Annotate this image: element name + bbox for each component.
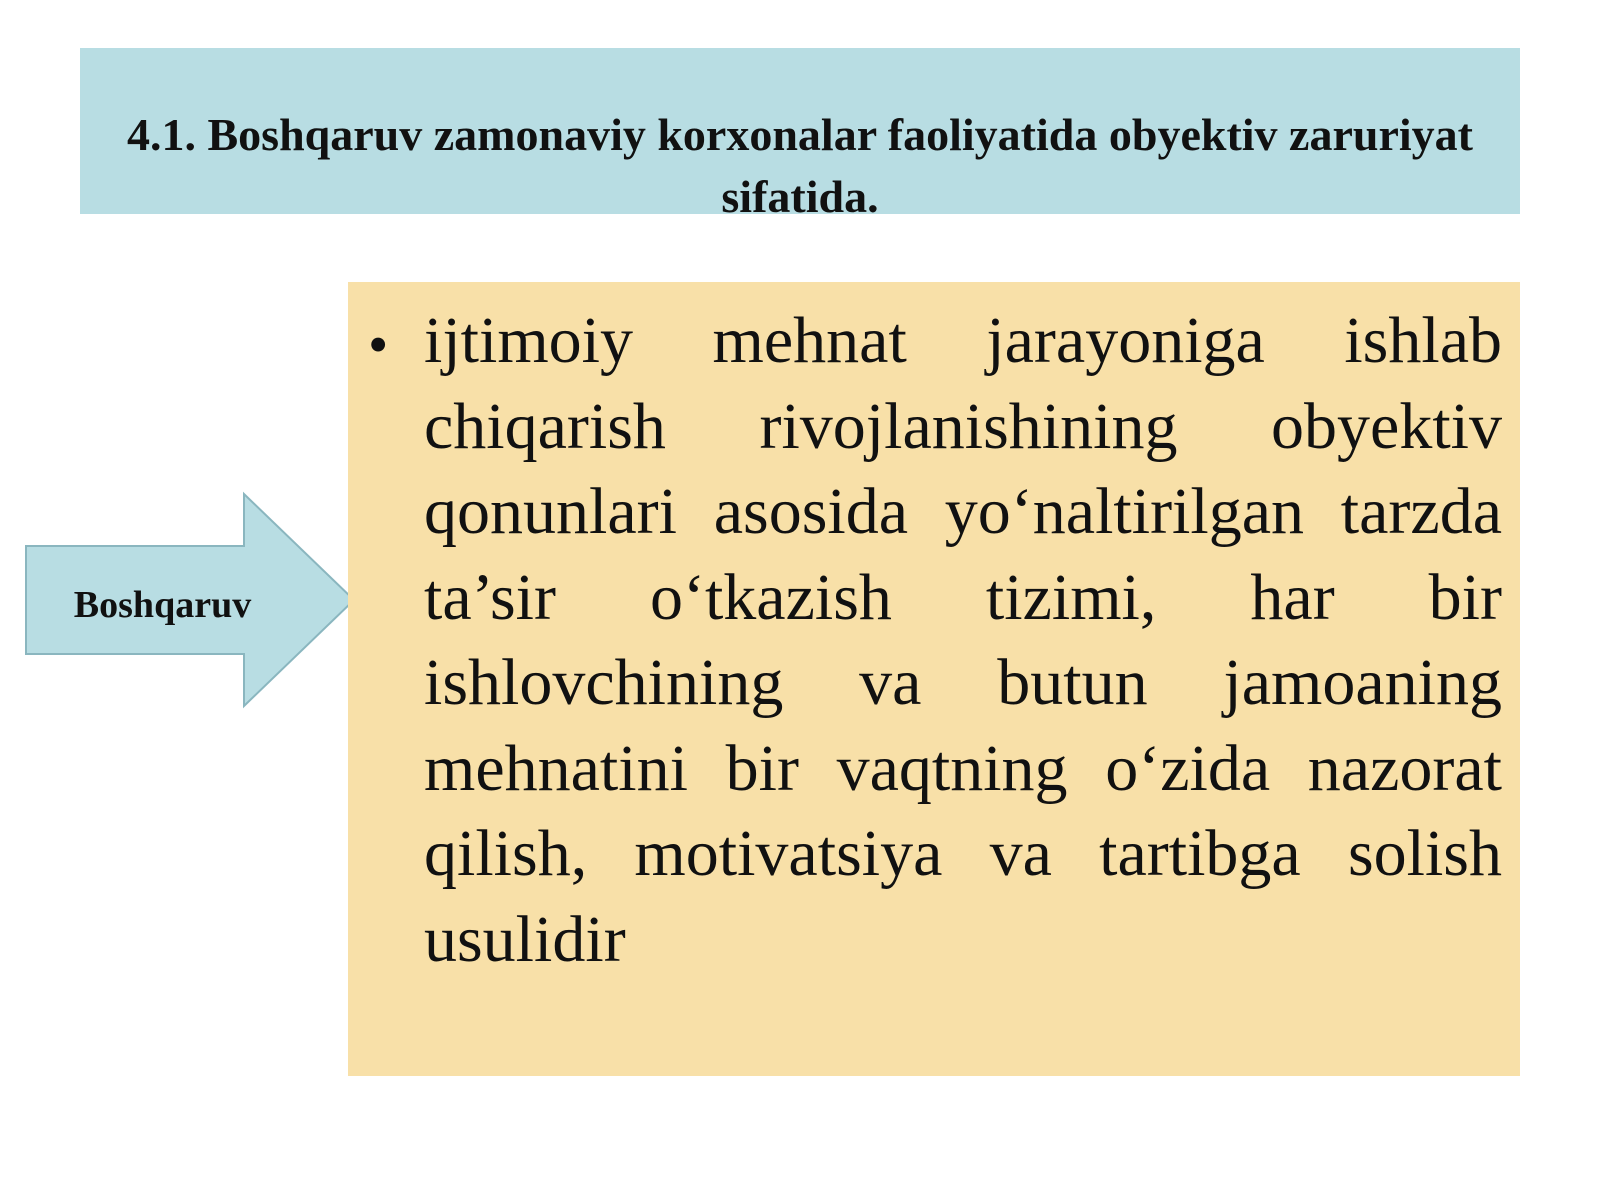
arrow-label: Boshqaruv [73,584,252,626]
bullet-marker: • [368,312,389,377]
slide-title: 4.1. Boshqaruv zamonaviy korxonalar faoliyatida obyektiv zaruriyat sifatida. [127,109,1473,222]
definition-text: ijtimoiy mehnat jarayoniga ishlab chiqarish rivojlanishining obyektiv qonunlari asosida yo‘naltirilgan tarzda ta’sir o‘tkazish tizimi, har bir ishlovchining va butun jamoaning mehnatini bir vaqtning o‘zida nazorat qilish, motivatsiya va tartibga solish usulidir [424,304,1502,976]
